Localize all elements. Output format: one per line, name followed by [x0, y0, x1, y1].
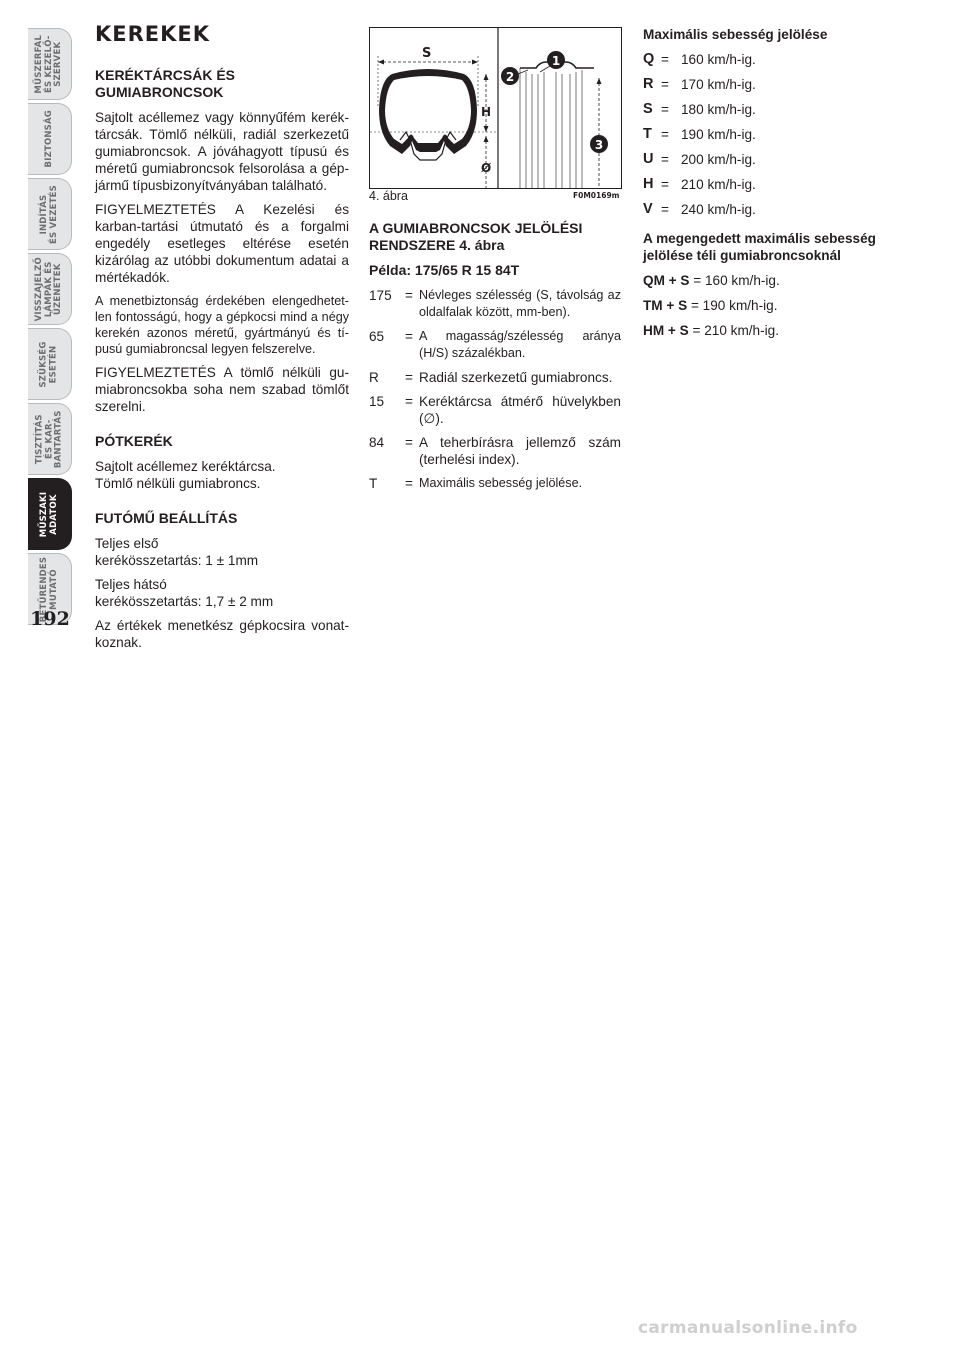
- figure-code: F0M0169m: [573, 191, 620, 200]
- speed-row: [643, 51, 883, 68]
- rims-heading: KERÉKTÁRCSÁK ÉS GUMIABRONCSOK: [95, 67, 236, 100]
- speed-row: [643, 126, 883, 143]
- callout-3: 3: [594, 138, 604, 152]
- definition-key: T: [369, 476, 378, 491]
- winter-row: [643, 297, 883, 314]
- spare-line: Sajtolt acéllemez keréktárcsa.: [95, 459, 276, 474]
- speed-code: V: [643, 201, 653, 217]
- speed-code: R: [643, 76, 654, 92]
- speed-code: U: [643, 151, 654, 167]
- winter-code: QM + S: [643, 273, 690, 288]
- definition-key: R: [369, 370, 379, 385]
- equals-sign: =: [661, 127, 669, 142]
- speed-row: [643, 101, 883, 118]
- alignment-heading: FUTÓMŰ BEÁLLÍTÁS: [95, 510, 238, 526]
- definition-row: [369, 287, 621, 321]
- definition-text: Keréktárcsa átmérő hüvelykben (∅).: [419, 394, 621, 426]
- definition-key: 84: [369, 435, 385, 450]
- equals-sign: =: [661, 77, 669, 92]
- equals-sign: =: [405, 329, 413, 344]
- column-wheels: [95, 22, 349, 658]
- speed-value: 160 km/h-ig.: [681, 52, 756, 67]
- front-value: kerékösszetartás: 1 ± 1mm: [95, 553, 259, 568]
- spare-heading: PÓTKERÉK: [95, 433, 173, 449]
- tab-label: VISSZAJELZŐ LÁMPÁK ÉS ÜZENETEK: [34, 256, 64, 322]
- page-number: 192: [30, 608, 70, 630]
- figure-caption: 4. ábra: [369, 189, 408, 203]
- definition-row: [369, 328, 621, 362]
- tab-label: BETŰRENDES MUTATÓ: [39, 556, 59, 622]
- callout-2: 2: [505, 70, 515, 84]
- winter-value: = 160 km/h-ig.: [693, 273, 780, 288]
- speed-value: 180 km/h-ig.: [681, 102, 756, 117]
- speed-code: S: [643, 101, 653, 117]
- tab-szukseg[interactable]: [28, 328, 72, 400]
- warning-text: FIGYELMEZTETÉS A Kezelési és karban-tartási útmutató és a forgalmi engedély esetleges eltérése esetén kizárólag az utóbbi dokumentum adatai a mértékadók.: [95, 202, 349, 285]
- tab-muszerfal[interactable]: [28, 28, 72, 100]
- speed-value: 190 km/h-ig.: [681, 127, 756, 142]
- rear-value: kerékösszetartás: 1,7 ± 2 mm: [95, 594, 274, 609]
- winter-value: = 190 km/h-ig.: [690, 298, 778, 313]
- definition-key: 175: [369, 288, 392, 303]
- definition-text: Radiál szerkezetű gumiabroncs.: [419, 370, 613, 385]
- speed-row: [643, 201, 883, 218]
- callout-1: 1: [551, 54, 561, 68]
- definition-row: [369, 369, 621, 386]
- column-tire-marking: [369, 220, 621, 499]
- rear-label: Teljes hátsó: [95, 577, 167, 592]
- tab-label: BIZTONSÁG: [43, 110, 54, 168]
- tab-label: TISZTÍTÁS ÉS KAR- BANTARTÁS: [34, 410, 64, 468]
- equals-sign: =: [405, 370, 413, 385]
- equals-sign: =: [661, 102, 669, 117]
- speed-value: 170 km/h-ig.: [681, 77, 756, 92]
- page-title: KEREKEK: [95, 22, 211, 46]
- winter-code: TM + S: [643, 298, 688, 313]
- tab-tisztitas[interactable]: [28, 403, 72, 475]
- equals-sign: =: [405, 435, 413, 450]
- equals-sign: =: [405, 476, 413, 491]
- definition-key: 15: [369, 394, 385, 409]
- tab-biztonsag[interactable]: [28, 103, 72, 175]
- label-h: H: [481, 105, 492, 119]
- speed-heading: Maximális sebesség jelölése: [643, 27, 828, 42]
- definition-text: Maximális sebesség jelölése.: [419, 476, 583, 490]
- warning-text: FIGYELMEZTETÉS A tömlő nélküli gu-miabroncsokba soha nem szabad tömlőt szerelni.: [95, 365, 349, 414]
- winter-heading: A megengedett maximális sebesség jelölése téli gumiabroncsoknál: [643, 231, 876, 263]
- speed-row: [643, 151, 883, 168]
- winter-code: HM + S: [643, 323, 689, 338]
- tire-diagram: [369, 27, 622, 189]
- speed-value: 210 km/h-ig.: [681, 177, 756, 192]
- equals-sign: =: [405, 394, 413, 409]
- equals-sign: =: [661, 152, 669, 167]
- front-label: Teljes első: [95, 536, 159, 551]
- speed-value: 240 km/h-ig.: [681, 202, 756, 217]
- equals-sign: =: [661, 177, 669, 192]
- label-s: S: [422, 46, 432, 61]
- definition-key: 65: [369, 329, 385, 344]
- equals-sign: =: [661, 202, 669, 217]
- winter-row: [643, 322, 883, 339]
- rims-text: Sajtolt acéllemez vagy könnyűfém kerék-tárcsák. Tömlő nélküli, radiál szerkezetű gumiabroncsok. A jóváhagyott típusú és méretű gumiabroncsok felsorolása a gép-jármű típusbizonyítványában található.: [95, 110, 349, 193]
- tab-visszajelzo[interactable]: [28, 253, 72, 325]
- speed-row: [643, 176, 883, 193]
- safety-note: A menetbiztonság érdekében elengedhetet-len fontosságú, hogy a gépkocsi mind a négy kerekén azonos méretű, gyártmányú és tí-pusú gumiabroncsal legyen felszerelve.: [95, 294, 349, 356]
- definition-row: [369, 434, 621, 468]
- tab-muszaki-adatok[interactable]: [28, 478, 72, 550]
- equals-sign: =: [661, 52, 669, 67]
- definition-text: A magasság/szélesség aránya (H/S) százalékban.: [419, 329, 621, 360]
- speed-code: H: [643, 176, 654, 192]
- marking-heading: A GUMIABRONCSOK JELÖLÉSI RENDSZERE 4. ábra: [369, 220, 583, 253]
- tab-label: MŰSZAKI ADATOK: [39, 491, 59, 537]
- spare-line: Tömlő nélküli gumiabroncs.: [95, 476, 261, 491]
- definition-text: Névleges szélesség (S, távolság az oldalfalak között, mm-ben).: [419, 288, 621, 319]
- watermark: carmanualsonline.info: [638, 1318, 858, 1338]
- speed-value: 200 km/h-ig.: [681, 152, 756, 167]
- column-speed-ratings: [643, 26, 883, 347]
- marking-example: Példa: 175/65 R 15 84T: [369, 262, 520, 278]
- tab-label: SZÜKSÉG ESETÉN: [39, 340, 59, 388]
- alignment-note: Az értékek menetkész gépkocsira vonat-koznak.: [95, 618, 349, 650]
- label-diameter: Ø: [481, 161, 492, 175]
- definition-row: [369, 475, 621, 492]
- definition-row: [369, 393, 621, 427]
- speed-code: T: [643, 126, 652, 142]
- winter-value: = 210 km/h-ig.: [692, 323, 779, 338]
- equals-sign: =: [405, 288, 413, 303]
- tab-label: MŰSZERFAL ÉS KEZELŐ- SZERVEK: [34, 34, 64, 94]
- tire-cross-section-drawing: [370, 28, 621, 188]
- speed-code: Q: [643, 51, 655, 67]
- tab-label: INDÍTÁS ÉS VEZETÉS: [39, 184, 59, 244]
- winter-row: [643, 272, 883, 289]
- speed-row: [643, 76, 883, 93]
- tab-inditas[interactable]: [28, 178, 72, 250]
- definition-text: A teherbírásra jellemző szám (terhelési index).: [419, 435, 621, 467]
